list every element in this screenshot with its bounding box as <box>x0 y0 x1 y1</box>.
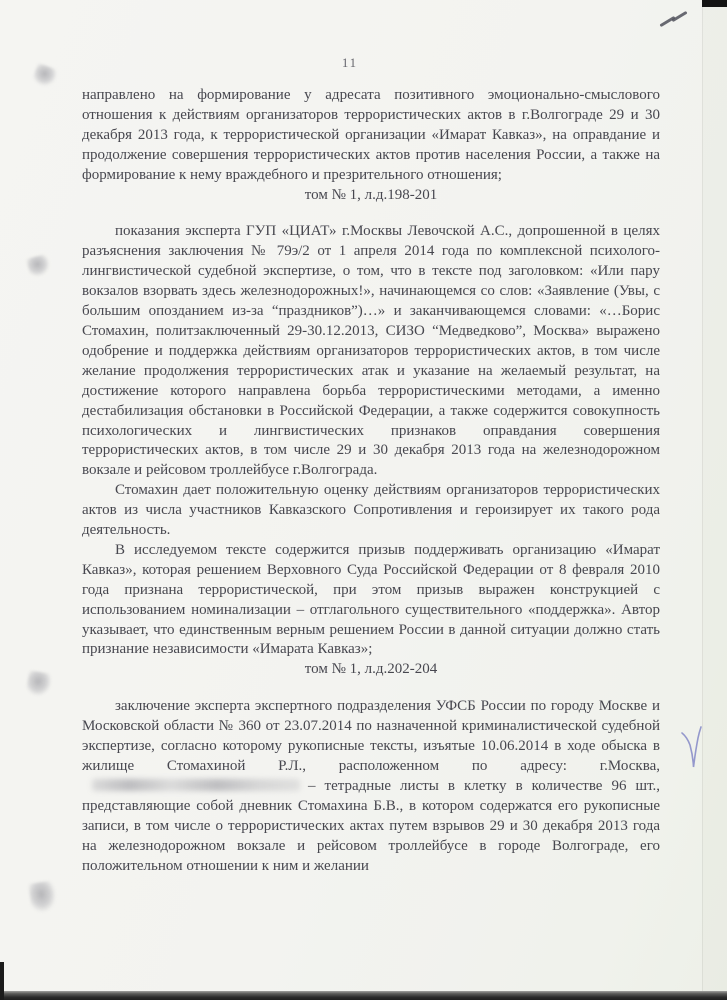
paper-fold-line <box>702 0 703 1000</box>
scan-edge-top-right <box>702 0 727 7</box>
paper-right-strip <box>703 0 727 1000</box>
document-text-block <box>82 86 660 876</box>
scan-edge-bottom <box>0 991 727 1000</box>
page-number: 11 <box>341 56 359 70</box>
staple-smudge-mark <box>26 253 52 278</box>
volume-citation: том № 1, л.д.198-201 <box>304 186 438 203</box>
margin-checkmark-icon <box>680 724 704 776</box>
paragraph-text: заключение эксперта экспертного подразделения УФСБ России по городу Москве и Московской области № 360 от 23.07.2014 по назначенной криминалистической судебной экспертизе, согласно которому рукописные тексты, изъятые 10.06.2014 в ходе обыска в жилище Стомахиной Р.Л., расположенном по адресу: г.Москва, <box>82 698 660 774</box>
volume-citation: том № 1, л.д.202-204 <box>304 661 438 678</box>
body-paragraph <box>82 697 660 876</box>
body-paragraph: показания эксперта ГУП «ЦИАТ» г.Москвы Левочской А.С., допрошенной в целях разъяснения заключения № 79э/2 от 1 апреля 2014 года по комплексной психолого-лингвистической судебной экспертизе, о том, что в тексте под заголовком: «Или пару вокзалов взорвать здесь железнодорожных!», начинающемся со слов: «Заявление (Увы, с большим опозданием из-за “праздников”)…» и заканчивающемся словами: «…Борис Стомахин, политзаключенный 29-30.12.2013, СИЗО “Медведково”, Москва» выражено одобрение и поддержка действиям организаторов террористических актов, в том числе желание продолжения террористических атак и указание на желаемый результат, на достижение которого направлена борьба террористическими методами, а именно дестабилизация обстановки в Российской Федерации, а также содержится совокупность психологических и лингвистических признаков оправдания совершения террористических актов, в том числе 29 и 30 декабря 2013 года на железнодорожном вокзале и рейсовом троллейбусе г.Волгограда. <box>82 223 660 479</box>
body-paragraph: В исследуемом тексте содержится призыв поддерживать организацию «Имарат Кавказ», которая решением Верховного Суда Российской Федерации от 8 февраля 2010 года признана террористической, при этом призыв выражен конструкцией с использованием номинализации – отглагольного существительного «поддержка». Автор указывает, что единственным верным решением России в данной ситуации должно стать признание независимости «Имарата Кавказ»; <box>82 541 660 658</box>
staple-smudge-mark <box>25 670 53 698</box>
paragraph-text: – тетрадные листы в клетку в количестве 96 шт., представляющие собой дневник Стомахина Б.В., в котором содержатся его рукописные записи, в том числе о террористических актах путем взрывов 29 и 30 декабря 2013 года на железнодорожном вокзале и рейсовом троллейбусе в городе Волгограде, его положительном отношении к ним и желании <box>82 777 660 874</box>
staple-smudge-mark <box>28 880 58 913</box>
redacted-address-blur <box>92 779 300 791</box>
body-paragraph: Стомахин дает положительную оценку действиям организаторов террористических актов из числа участников Кавказского Сопротивления и героизирует их такого рода деятельность. <box>82 482 660 539</box>
scan-edge-bottom-left <box>0 962 4 1000</box>
body-paragraph: направлено на формирование у адресата позитивного эмоционально-смыслового отношения к действиям организаторов террористических актов в г.Волгограде 29 и 30 декабря 2013 года, к террористической организации «Имарат Кавказ», на оправдание и продолжение совершения террористических актов против населения России, а также на формирование к нему враждебного и презрительного отношения; <box>82 87 660 183</box>
